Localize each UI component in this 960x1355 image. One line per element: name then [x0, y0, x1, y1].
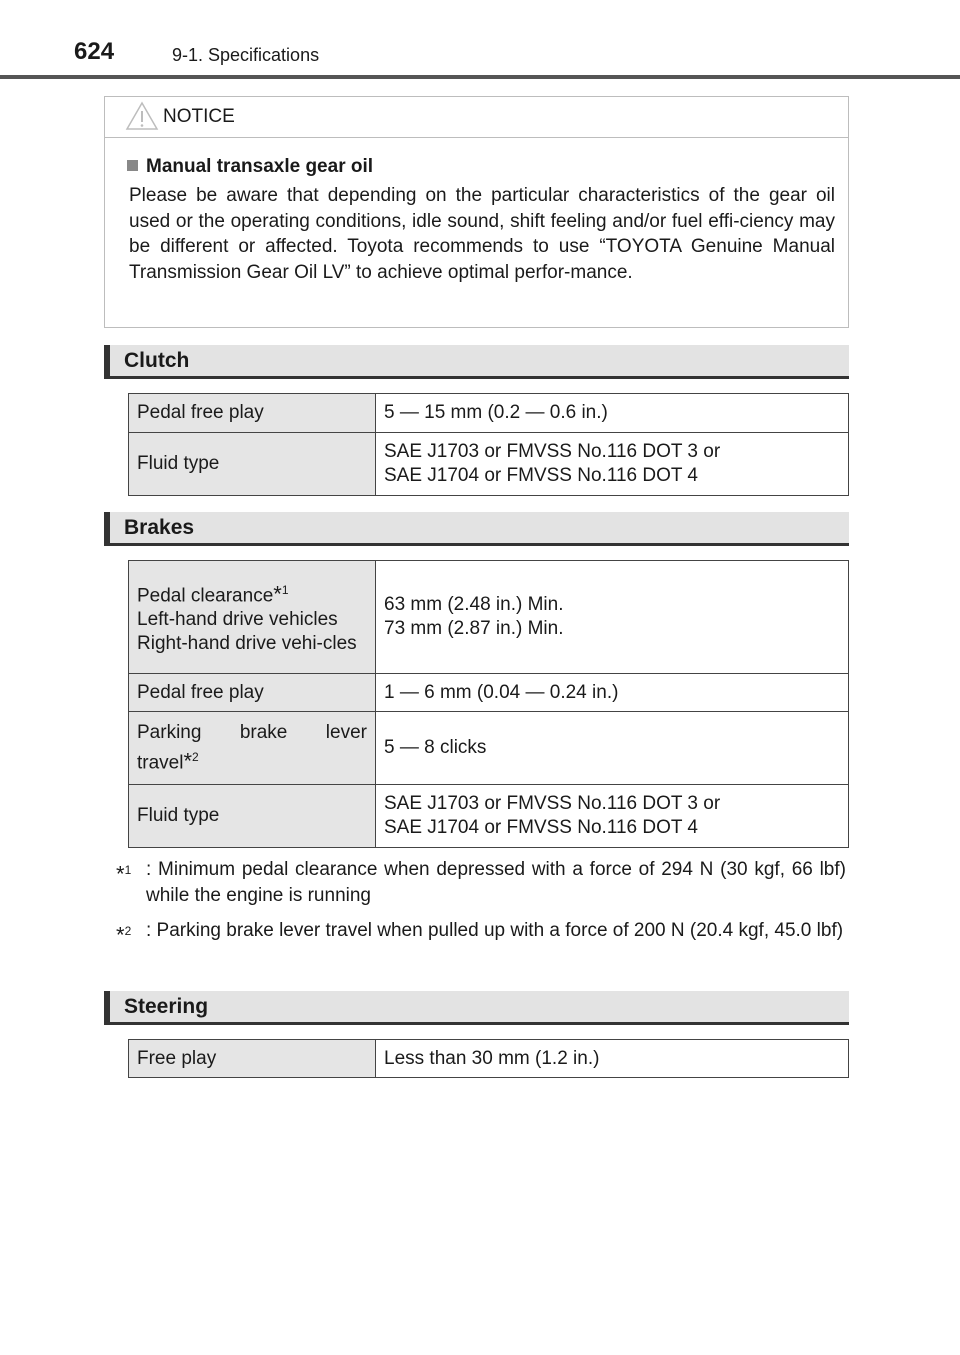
clutch-table	[128, 393, 849, 496]
table-row	[129, 712, 849, 785]
spec-key: Fluid type	[129, 433, 376, 496]
page-number: 624	[74, 38, 115, 65]
header-divider	[0, 75, 960, 79]
spec-value: Less than 30 mm (1.2 in.)	[376, 1040, 849, 1078]
footnote: *$^2$ : Parking brake lever travel when pulled up with a force of 200 N (20.4 kgf, 45.0 lbf)	[116, 918, 846, 944]
footnote: *$^1$ : Minimum pedal clearance when depressed with a force of 294 N (30 kgf, 66 lbf) while the engine is running	[116, 857, 846, 909]
spec-key: Fluid type	[129, 785, 376, 848]
spec-value: 5 — 8 clicks	[376, 712, 849, 785]
spec-key: Pedal free play	[129, 394, 376, 433]
spec-key: Parking brake lever travel*$^2$	[129, 712, 376, 785]
square-bullet-icon	[127, 160, 138, 171]
footnote-text: : Minimum pedal clearance when depressed with a force of 294 N (30 kgf, 66 lbf) while the engine is running	[146, 859, 846, 906]
brakes-table	[128, 560, 849, 848]
brakes-heading: Brakes	[104, 512, 849, 546]
table-row	[129, 785, 849, 848]
clutch-heading: Clutch	[104, 345, 849, 379]
table-row	[129, 394, 849, 433]
spec-value: SAE J1703 or FMVSS No.116 DOT 3 or SAE J1704 or FMVSS No.116 DOT 4	[376, 433, 849, 496]
spec-value: 63 mm (2.48 in.) Min. 73 mm (2.87 in.) Min.	[376, 561, 849, 674]
section-title: 9-1. Specifications	[172, 45, 320, 65]
steering-table	[128, 1039, 849, 1078]
spec-key: Pedal free play	[129, 674, 376, 712]
table-row	[129, 674, 849, 712]
footnote-text: : Parking brake lever travel when pulled up with a force of 200 N (20.4 kgf, 45.0 lbf)	[146, 920, 844, 941]
steering-heading: Steering	[104, 991, 849, 1025]
spec-key: Pedal clearance*$^1$ Left-hand drive vehicles Right-hand drive vehi-cles	[129, 561, 376, 674]
notice-header	[105, 97, 848, 138]
spec-value: 1 — 6 mm (0.04 — 0.24 in.)	[376, 674, 849, 712]
notice-box	[104, 96, 849, 328]
page-header	[0, 0, 960, 80]
spec-value: 5 — 15 mm (0.2 — 0.6 in.)	[376, 394, 849, 433]
table-row	[129, 561, 849, 674]
spec-value: SAE J1703 or FMVSS No.116 DOT 3 or SAE J1704 or FMVSS No.116 DOT 4	[376, 785, 849, 848]
notice-label: NOTICE	[163, 106, 235, 127]
table-row	[129, 433, 849, 496]
notice-subheading: Manual transaxle gear oil	[127, 156, 373, 178]
table-row	[129, 1040, 849, 1078]
notice-body: Please be aware that depending on the particular characteristics of the gear oil used or the operating conditions, idle sound, shift feeling and/or fuel effi-ciency may be different or affected. Toyota recommends to use “TOYOTA Genuine Manual Transmission Gear Oil LV” to achieve optimal perfor-mance.	[129, 185, 835, 283]
spec-key: Free play	[129, 1040, 376, 1078]
warning-triangle-icon	[125, 101, 159, 136]
